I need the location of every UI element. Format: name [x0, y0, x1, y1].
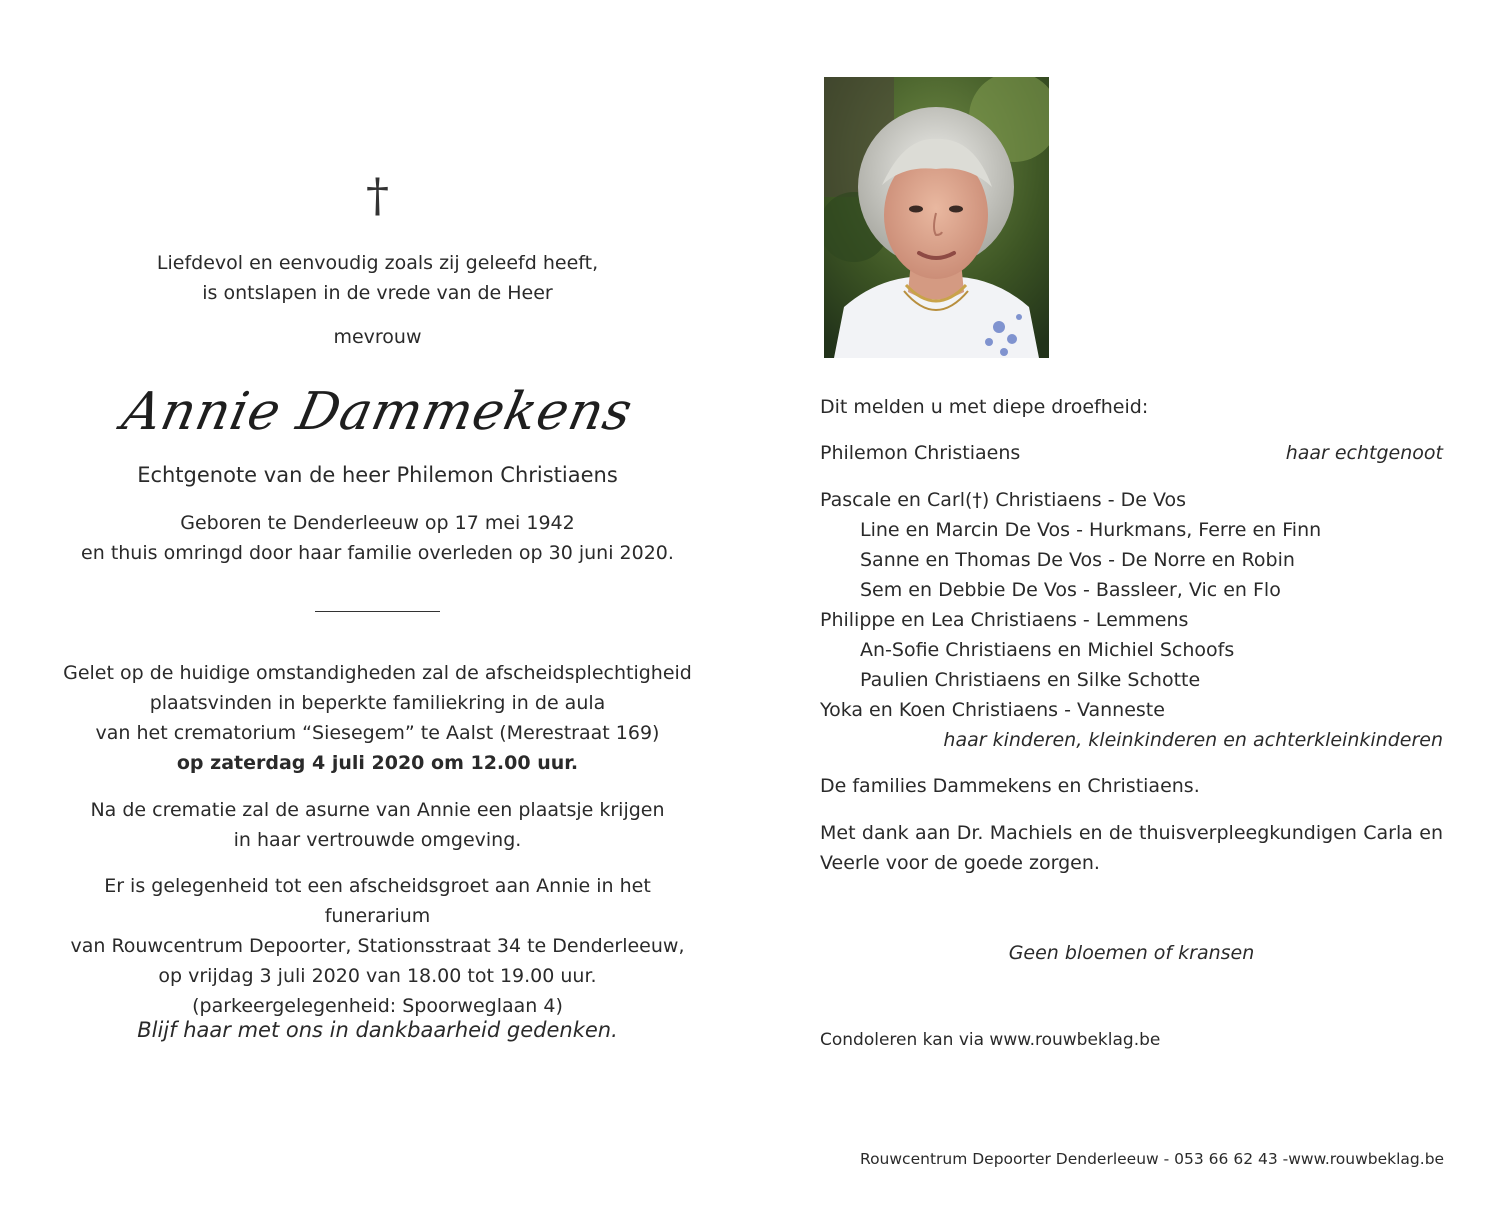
family-member: Yoka en Koen Christiaens - Vanneste — [820, 699, 1165, 721]
family-member: Sem en Debbie De Vos - Bassleer, Vic en Flo — [860, 579, 1281, 601]
family-member: Sanne en Thomas De Vos - De Norre en Robin — [860, 549, 1295, 571]
honorific: mevrouw — [333, 326, 422, 348]
cremation-line: Na de crematie zal de asurne van Annie een plaatsje krijgen — [90, 799, 665, 821]
spouse-role: haar echtgenoot — [1285, 442, 1443, 464]
family-member: Philippe en Lea Christiaens - Lemmens — [820, 609, 1189, 631]
deceased-name: Annie Dammekens — [117, 382, 638, 442]
no-flowers-note: Geen bloemen of kransen — [1008, 942, 1255, 964]
thanks-text: Met dank aan Dr. Machiels en de thuisverpleegkundigen Carla en Veerle voor de goede zorgen. — [820, 822, 1443, 874]
family-role: haar kinderen, kleinkinderen en achterkleinkinderen — [943, 729, 1443, 751]
cross-icon: † — [366, 168, 389, 222]
death-line: en thuis omringd door haar familie overleden op 30 juni 2020. — [81, 542, 674, 564]
family-member: Line en Marcin De Vos - Hurkmans, Ferre en Finn — [860, 519, 1322, 541]
ceremony-line: van het crematorium “Siesegem” te Aalst (Merestraat 169) — [95, 722, 660, 744]
birth-death-text — [50, 508, 705, 568]
visitation-text — [50, 871, 705, 1021]
spouse-row — [820, 438, 1443, 468]
visitation-line: op vrijdag 3 juli 2020 van 18.00 tot 19.00 uur. — [158, 965, 597, 987]
cremation-text — [50, 795, 705, 855]
portrait-photo — [824, 77, 1049, 358]
closing-line: Blijf haar met ons in dankbaarheid gedenken. — [137, 1018, 618, 1042]
family-member: Pascale en Carl(†) Christiaens - De Vos — [820, 489, 1187, 511]
spouse-line: Echtgenote van de heer Philemon Christiaens — [137, 463, 618, 487]
intro-line: is ontslapen in de vrede van de Heer — [202, 282, 553, 304]
ceremony-line: Gelet op de huidige omstandigheden zal de afscheidsplechtigheid — [63, 662, 692, 684]
family-member: An-Sofie Christiaens en Michiel Schoofs — [860, 639, 1235, 661]
cremation-line: in haar vertrouwde omgeving. — [233, 829, 522, 851]
intro-line: Liefdevol en eenvoudig zoals zij geleefd heeft, — [156, 252, 599, 274]
ceremony-line: plaatsvinden in beperkte familiekring in de aula — [149, 692, 606, 714]
spouse-name: Philemon Christiaens — [820, 442, 1021, 464]
visitation-line: (parkeergelegenheid: Spoorweglaan 4) — [192, 995, 563, 1017]
intro-text — [50, 248, 705, 308]
visitation-line: van Rouwcentrum Depoorter, Stationsstraat 34 te Denderleeuw, — [70, 935, 685, 957]
ceremony-text — [50, 658, 705, 778]
condolences-note: Condoleren kan via www.rouwbeklag.be — [820, 1030, 1161, 1050]
portrait-image — [824, 77, 1049, 358]
families-line: De families Dammekens en Christiaens. — [820, 775, 1200, 797]
footer-contact: Rouwcentrum Depoorter Denderleeuw - 053 66 62 43 -www.rouwbeklag.be — [860, 1150, 1445, 1168]
family-member: Paulien Christiaens en Silke Schotte — [860, 669, 1201, 691]
announcement: Dit melden u met diepe droefheid: — [820, 396, 1149, 418]
birth-line: Geboren te Denderleeuw op 17 mei 1942 — [180, 512, 575, 534]
ceremony-date: op zaterdag 4 juli 2020 om 12.00 uur. — [176, 752, 579, 774]
divider — [315, 611, 440, 612]
visitation-line: Er is gelegenheid tot een afscheidsgroet aan Annie in het funerarium — [104, 875, 651, 927]
